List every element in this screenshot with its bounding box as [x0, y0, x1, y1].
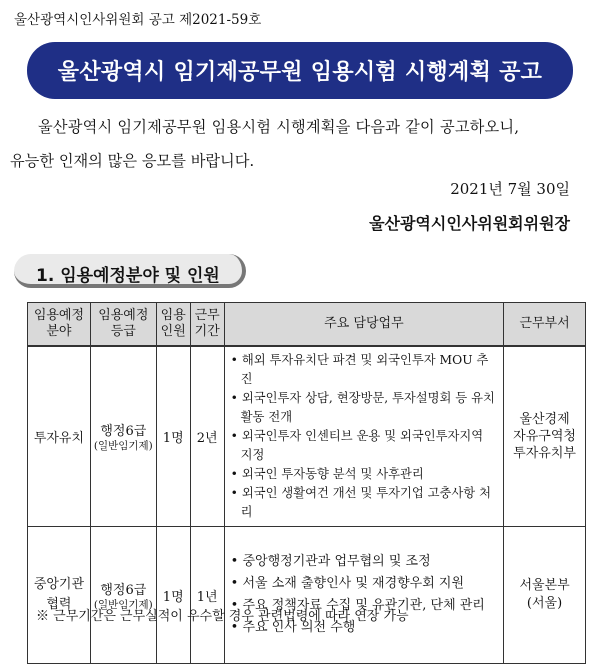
notice-date: 2021년 7월 30일	[450, 180, 570, 198]
header-dept: 근무부서	[504, 303, 586, 347]
section-heading-text: 1. 임용예정분야 및 인원	[36, 266, 220, 286]
header-grade: 임용예정 등급	[90, 303, 156, 347]
notice-title-banner	[27, 42, 573, 99]
table-header-row	[28, 303, 586, 347]
duty-item: • 외국인 투자동향 분석 및 사후관리	[230, 467, 424, 481]
header-duties: 주요 담당업무	[224, 303, 503, 347]
notice-signer: 울산광역시인사위원회위원장	[369, 214, 570, 233]
notice-reference: 울산광역시인사위원회 공고 제2021-59호	[14, 12, 262, 28]
duty-item: • 해외 투자유치단 파견 및 외국인투자 MOU 추진	[230, 353, 489, 386]
grade-label: 행정6급	[100, 424, 147, 439]
intro-paragraph	[10, 110, 585, 178]
header-count: 임용 인원	[156, 303, 190, 347]
grade-type: (일반임기제)	[93, 440, 153, 452]
cell-duties	[224, 346, 503, 527]
notice-title: 울산광역시 임기제공무원 임용시험 시행계획 공고	[57, 60, 543, 85]
intro-line-2: 유능한 인재의 많은 응모를 바랍니다.	[10, 152, 255, 170]
intro-line-1: 울산광역시 임기제공무원 임용시험 시행계획을 다음과 같이 공고하오니,	[38, 118, 520, 136]
duty-item: • 서울 소재 출향인사 및 재경향우회 지원	[230, 576, 465, 591]
table-row	[28, 527, 586, 664]
footnote: ※ 근무기간은 근무실적이 우수할 경우 관련법령에 따라 연장 가능	[36, 609, 409, 624]
cell-field: 중앙기관 협력	[28, 527, 91, 664]
cell-grade	[90, 527, 156, 664]
cell-dept: 서울본부 (서울)	[504, 527, 586, 664]
duty-item: • 외국인투자 상담, 현장방문, 투자설명회 등 유치활동 전개	[230, 391, 495, 424]
cell-dept: 울산경제 자유구역청 투자유치부	[504, 346, 586, 527]
cell-period: 2년	[190, 346, 224, 527]
cell-field: 투자유치	[28, 346, 91, 527]
duty-item: • 외국인 생활여건 개선 및 투자기업 고충사항 처리	[230, 486, 491, 519]
header-field: 임용예정 분야	[28, 303, 91, 347]
duty-item: • 주요 정책자료 수집 및 유관기관, 단체 관리	[230, 598, 485, 613]
table-row	[28, 346, 586, 527]
cell-count: 1명	[156, 527, 190, 664]
cell-count: 1명	[156, 346, 190, 527]
cell-period: 1년	[190, 527, 224, 664]
duty-item: • 외국인투자 인센티브 운용 및 외국인투자지역 지정	[230, 429, 484, 462]
duty-item: • 중앙행정기관과 업무협의 및 조정	[230, 554, 431, 569]
grade-label: 행정6급	[100, 582, 147, 598]
cell-grade	[90, 346, 156, 527]
duty-item: • 주요 인사 의전 수행	[230, 620, 356, 635]
section-heading	[14, 254, 252, 294]
cell-duties	[224, 527, 503, 664]
header-period: 근무 기간	[190, 303, 224, 347]
grade-type: (일반임기제)	[93, 598, 153, 611]
